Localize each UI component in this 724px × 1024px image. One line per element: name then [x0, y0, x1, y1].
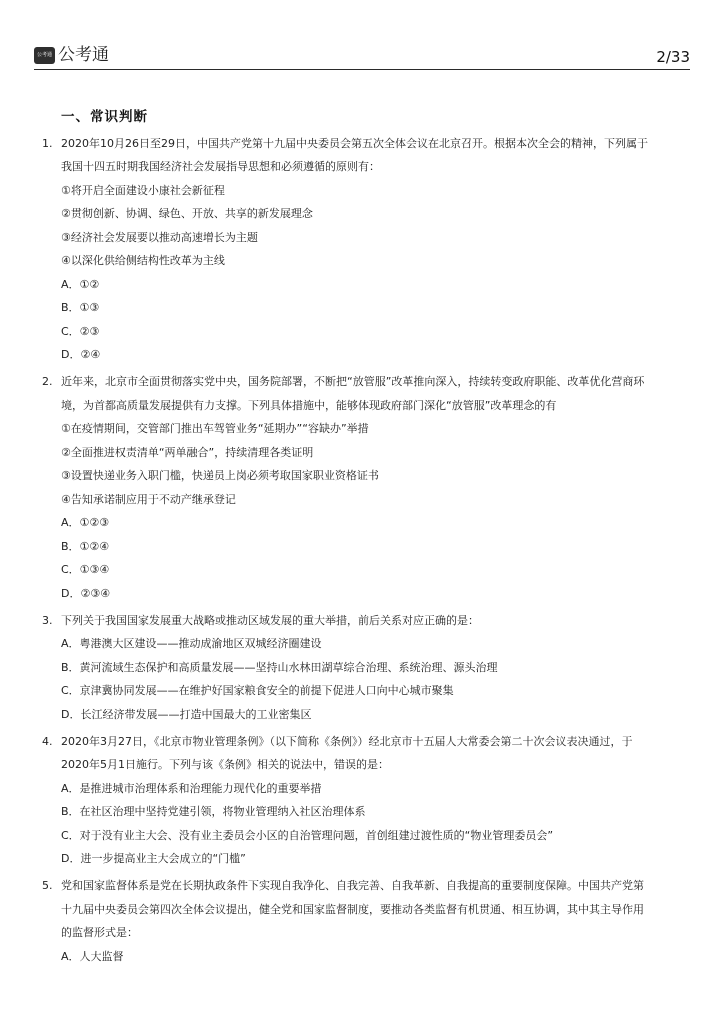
question-stem-line: 我国十四五时期我国经济社会发展指导思想和必须遵循的原则有：	[61, 160, 380, 173]
statement-item: ③设置快递业务入职门槛，快递员上岗必须考取国家职业资格证书	[61, 469, 379, 482]
answer-option: D．进一步提高业主大会成立的“门槛”	[61, 852, 246, 865]
question-stem-line: 2020年10月26日至29日，中国共产党第十九届中央委员会第五次全体会议在北京召开。根据本次全会的精神，下列属于	[61, 137, 648, 150]
statement-item: ②全面推进权责清单“两单融合”，持续清理各类证明	[61, 446, 314, 459]
answer-option: B．在社区治理中坚持党建引领，将物业管理纳入社区治理体系	[61, 805, 366, 818]
answer-option: B．①②④	[61, 540, 110, 553]
answer-option: A．粤港澳大区建设——推动成渝地区双城经济圈建设	[61, 637, 322, 650]
page-header	[34, 44, 690, 68]
statement-item: ①将开启全面建设小康社会新征程	[61, 184, 225, 197]
question-stem-line: 境，为首都高质量发展提供有力支撑。下列具体措施中，能够体现政府部门深化“放管服”改革理念的有	[61, 399, 557, 412]
answer-option: A．人大监督	[61, 950, 124, 963]
answer-option: B．①③	[61, 301, 100, 314]
answer-option: B．黄河流域生态保护和高质量发展——坚持山水林田湖草综合治理、系统治理、源头治理	[61, 661, 498, 674]
question-stem-line: 2020年5月1日施行。下列与该《条例》相关的说法中，错误的是：	[61, 758, 389, 771]
question-number: 2.	[42, 375, 53, 388]
question-number: 5.	[42, 879, 53, 892]
answer-option: D．②③④	[61, 587, 111, 600]
question-stem-line: 的监督形式是：	[61, 926, 138, 939]
statement-item: ②贯彻创新、协调、绿色、开放、共享的新发展理念	[61, 207, 313, 220]
answer-option: A．①②③	[61, 516, 110, 529]
brand-name: 公考通	[58, 45, 109, 65]
statement-item: ①在疫情期间，交管部门推出车驾管业务“延期办”“容缺办”举措	[61, 422, 369, 435]
page-indicator: 2/33	[656, 48, 690, 66]
header-divider	[34, 69, 690, 70]
statement-item: ④以深化供给侧结构性改革为主线	[61, 254, 225, 267]
answer-option: A．是推进城市治理体系和治理能力现代化的重要举措	[61, 782, 322, 795]
question-number: 1.	[42, 137, 53, 150]
statement-item: ④告知承诺制应用于不动产继承登记	[61, 493, 236, 506]
question-stem-line: 2020年3月27日，《北京市物业管理条例》（以下简称《条例》）经北京市十五届人大常委会第二十次会议表决通过，于	[61, 735, 633, 748]
answer-option: C．②③	[61, 325, 100, 338]
answer-option: D．②④	[61, 348, 101, 361]
answer-option: A．①②	[61, 278, 100, 291]
question-number: 3.	[42, 614, 53, 627]
question-stem-line: 党和国家监督体系是党在长期执政条件下实现自我净化、自我完善、自我革新、自我提高的重要制度保障。中国共产党第	[61, 879, 644, 892]
answer-option: C．京津冀协同发展——在维护好国家粮食安全的前提下促进人口向中心城市聚集	[61, 684, 454, 697]
statement-item: ③经济社会发展要以推动高速增长为主题	[61, 231, 258, 244]
question-stem-line: 下列关于我国国家发展重大战略或推动区域发展的重大举措，前后关系对应正确的是：	[61, 614, 479, 627]
answer-option: D．长江经济带发展——打造中国最大的工业密集区	[61, 708, 312, 721]
answer-option: C．对于没有业主大会、没有业主委员会小区的自治管理问题，首创组建过渡性质的“物业管理委员会”	[61, 829, 554, 842]
question-number: 4.	[42, 735, 53, 748]
answer-option: C．①③④	[61, 563, 110, 576]
question-stem-line: 近年来，北京市全面贯彻落实党中央，国务院部署，不断把“放管服”改革推向深入，持续转变政府职能、改革优化营商环	[61, 375, 645, 388]
question-stem-line: 十九届中央委员会第四次全体会议提出，健全党和国家监督制度，要推动各类监督有机贯通、相互协调，其中其主导作用	[61, 903, 644, 916]
brand-logo-icon: 公考通	[34, 47, 55, 64]
section-title: 一、常识判断	[61, 109, 148, 125]
